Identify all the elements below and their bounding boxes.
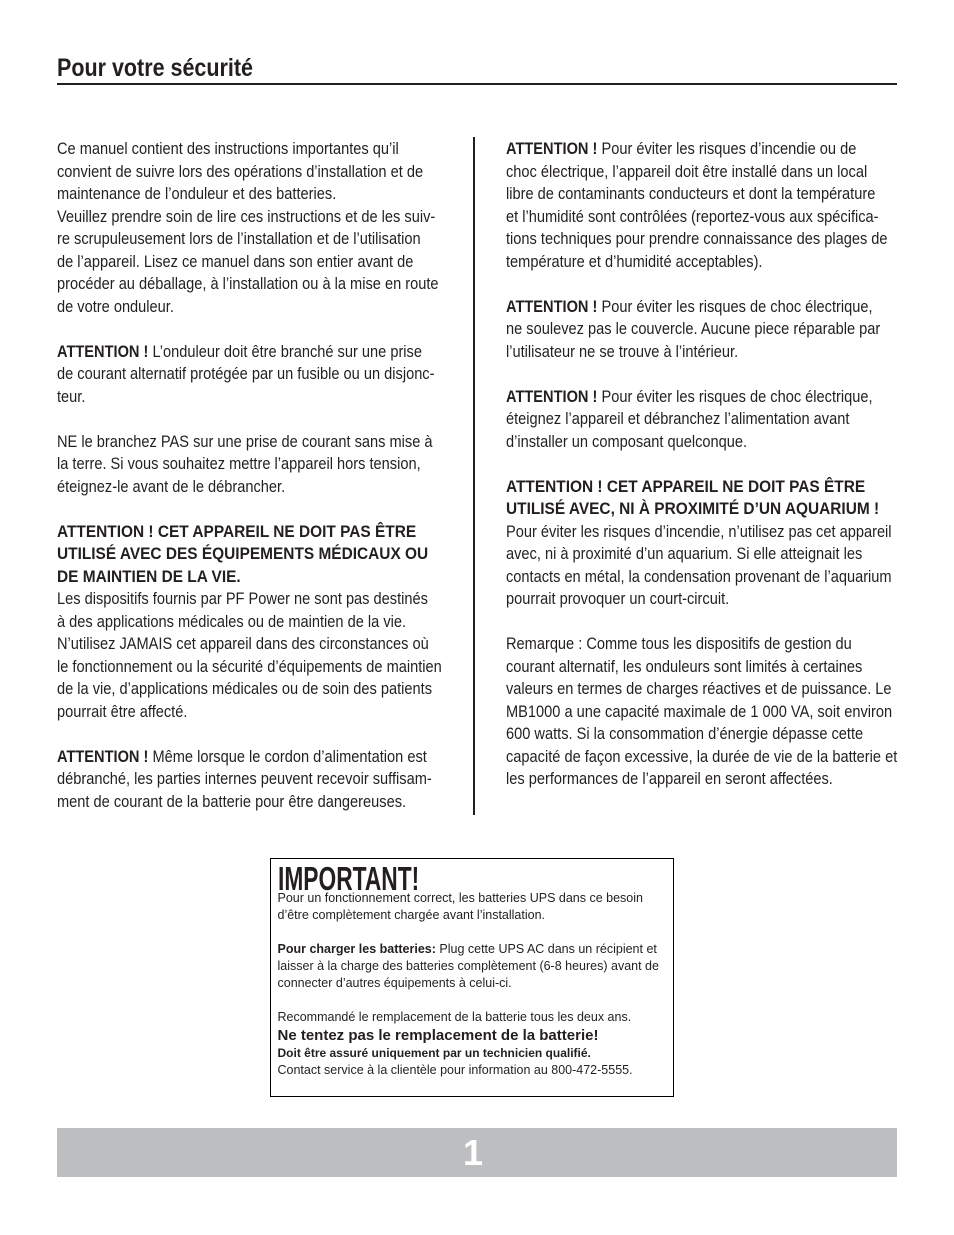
right-column (506, 138, 946, 813)
important-title: IMPORTANT! (277, 860, 419, 897)
text-line: capacité de façon excessive, la durée de vie de la batterie et (506, 747, 898, 766)
text-line: MB1000 a une capacité maximale de 1 000 VA, soit environ (506, 702, 893, 721)
capacity-note (506, 633, 946, 791)
page-title: Pour votre sécurité (57, 54, 253, 82)
text-line: maintenance de l’onduleur et des batteries. (57, 185, 337, 203)
text-line: N’utilisez JAMAIS cet appareil dans des circonstances où (57, 635, 429, 653)
text-line: re scrupuleusement lors de l’installation et de l’utilisation (57, 230, 421, 248)
text-line (506, 386, 895, 409)
text-fragment: Pour éviter les risques de choc électrique, (601, 297, 873, 316)
text-line: débranché, les parties internes peuvent recevoir suffisam- (57, 770, 432, 788)
text-fragment: Plug cette UPS AC dans un récipient et (439, 942, 657, 956)
power-off-warning (506, 386, 946, 454)
technician-note: Doit être assuré uniquement par un technicien qualifié. (277, 1046, 591, 1060)
spacer (278, 992, 659, 1009)
attention-label: ATTENTION ! (57, 342, 149, 361)
text-line: avec, ni à proximité d’un aquarium. Si elle atteignait les (506, 545, 863, 563)
contact-line: Contact service à la clientèle pour information au 800-472-5555. (277, 1063, 633, 1077)
text-fragment: Même lorsque le cordon d’alimentation est (152, 747, 427, 766)
column-divider (473, 137, 475, 815)
text-line: Pour un fonctionnement correct, les batteries UPS dans ce besoin (277, 891, 643, 905)
attention-label: ATTENTION ! (506, 297, 598, 316)
no-ground-paragraph (57, 431, 497, 499)
attention-label: ATTENTION ! (506, 140, 598, 158)
text-line: de l’appareil. Lisez ce manuel dans son entier avant de (57, 252, 414, 271)
grounded-outlet-warning (57, 341, 497, 409)
text-line: Veuillez prendre soin de lire ces instructions et de les suiv- (57, 207, 436, 226)
important-notice-box (270, 858, 674, 1097)
text-line: ne soulevez pas le couvercle. Aucune piece réparable par (506, 320, 881, 338)
text-line: de courant alternatif protégée par un fusible ou un disjonc- (57, 365, 435, 383)
text-line: tions techniques pour prendre connaissance des plages de (506, 230, 888, 248)
fire-shock-warning (506, 138, 946, 273)
text-line: l’utilisateur ne se trouve à l’intérieur. (506, 342, 739, 361)
text-line (57, 746, 446, 769)
text-line: contacts en métal, la condensation provenant de l’aquarium (506, 567, 892, 586)
text-line: teur. (57, 387, 86, 406)
important-body (278, 890, 659, 1079)
attention-label: ATTENTION ! (57, 747, 149, 766)
warning-heading-line: ATTENTION ! CET APPAREIL NE DOIT PAS ÊTRE (506, 477, 866, 496)
text-line: 600 watts. Si la consommation d’énergie dépasse cette (506, 725, 864, 743)
text-line: à des applications médicales ou de maintien de la vie. (57, 612, 407, 631)
text-line: libre de contaminants conducteurs et dont la température (506, 185, 876, 203)
text-line: procéder au déballage, à l’installation ou à la mise en route (57, 275, 439, 293)
text-fragment: L’onduleur doit être branché sur une prise (152, 342, 422, 361)
charging-label: Pour charger les batteries: (277, 942, 436, 956)
text-line: de la vie, d’applications médicales ou de soin des patients (57, 680, 433, 698)
text-line: d’être complètement chargée avant l’installation. (277, 908, 546, 922)
text-line: ment de courant de la batterie pour être dangereuses. (57, 792, 407, 811)
internal-parts-warning (57, 746, 497, 814)
warning-heading-line: ATTENTION ! CET APPAREIL NE DOIT PAS ÊTRE (57, 522, 417, 541)
text-line: connecter d’autres équipements à celui-ci. (277, 976, 512, 990)
text-line (506, 138, 895, 161)
text-line: éteignez l’appareil et débranchez l’alimentation avant (506, 410, 850, 428)
text-line: pourrait être affecté. (57, 702, 188, 721)
text-line: les performances de l’appareil en seront affectées. (506, 770, 833, 788)
text-line: le fonctionnement ou la sécurité d’équipements de maintien (57, 657, 442, 676)
recommendation-line: Recommandé le remplacement de la batterie tous les deux ans. (277, 1010, 632, 1024)
text-line: valeurs en termes de charges réactives et de puissance. Le (506, 680, 892, 698)
battery-replacement-warning: Ne tentez pas le remplacement de la batterie! (277, 1027, 599, 1044)
text-line: de votre onduleur. (57, 297, 174, 316)
spacer (278, 924, 659, 941)
text-line (278, 941, 659, 958)
aquarium-warning (506, 476, 946, 611)
text-fragment: Pour éviter les risques d’incendie ou de (601, 140, 857, 158)
text-line: choc électrique, l’appareil doit être installé dans un local (506, 162, 868, 181)
text-line: Ce manuel contient des instructions importantes qu’il (57, 140, 399, 158)
text-line: Pour éviter les risques d’incendie, n’utilisez pas cet appareil (506, 522, 892, 541)
text-line: pourrait provoquer un court-circuit. (506, 590, 730, 608)
text-line: la terre. Si vous souhaitez mettre l’appareil hors tension, (57, 455, 421, 473)
text-line (57, 341, 446, 364)
title-rule (57, 83, 897, 85)
text-line: laisser à la charge des batteries complètement (6-8 heures) avant de (277, 959, 659, 973)
footer-bar (57, 1128, 897, 1177)
text-line: et l’humidité sont contrôlées (reportez-vous aux spécifica- (506, 207, 879, 226)
cover-warning (506, 296, 946, 364)
page-number: 1 (462, 1132, 484, 1173)
left-column (57, 138, 497, 836)
text-line: température et d’humidité acceptables). (506, 252, 763, 271)
warning-heading-line: UTILISÉ AVEC DES ÉQUIPEMENTS MÉDICAUX OU (57, 545, 429, 563)
text-line: courant alternatif, les onduleurs sont limités à certaines (506, 657, 863, 676)
attention-label: ATTENTION ! (506, 387, 598, 406)
warning-heading-line: UTILISÉ AVEC, NI À PROXIMITÉ D’UN AQUARIUM ! (506, 500, 880, 518)
text-line: Les dispositifs fournis par PF Power ne sont pas destinés (57, 590, 428, 608)
warning-heading-line: DE MAINTIEN DE LA VIE. (57, 567, 241, 586)
medical-equipment-warning (57, 521, 497, 724)
text-line: NE le branchez PAS sur une prise de courant sans mise à (57, 432, 433, 451)
text-line: d’installer un composant quelconque. (506, 432, 748, 451)
text-line: Remarque : Comme tous les dispositifs de gestion du (506, 635, 852, 653)
text-line: convient de suivre lors des opérations d’installation et de (57, 162, 424, 181)
text-fragment: Pour éviter les risques de choc électrique, (601, 387, 873, 406)
intro-paragraph (57, 138, 497, 318)
text-line (506, 296, 895, 319)
text-line: éteignez-le avant de le débrancher. (57, 477, 286, 496)
